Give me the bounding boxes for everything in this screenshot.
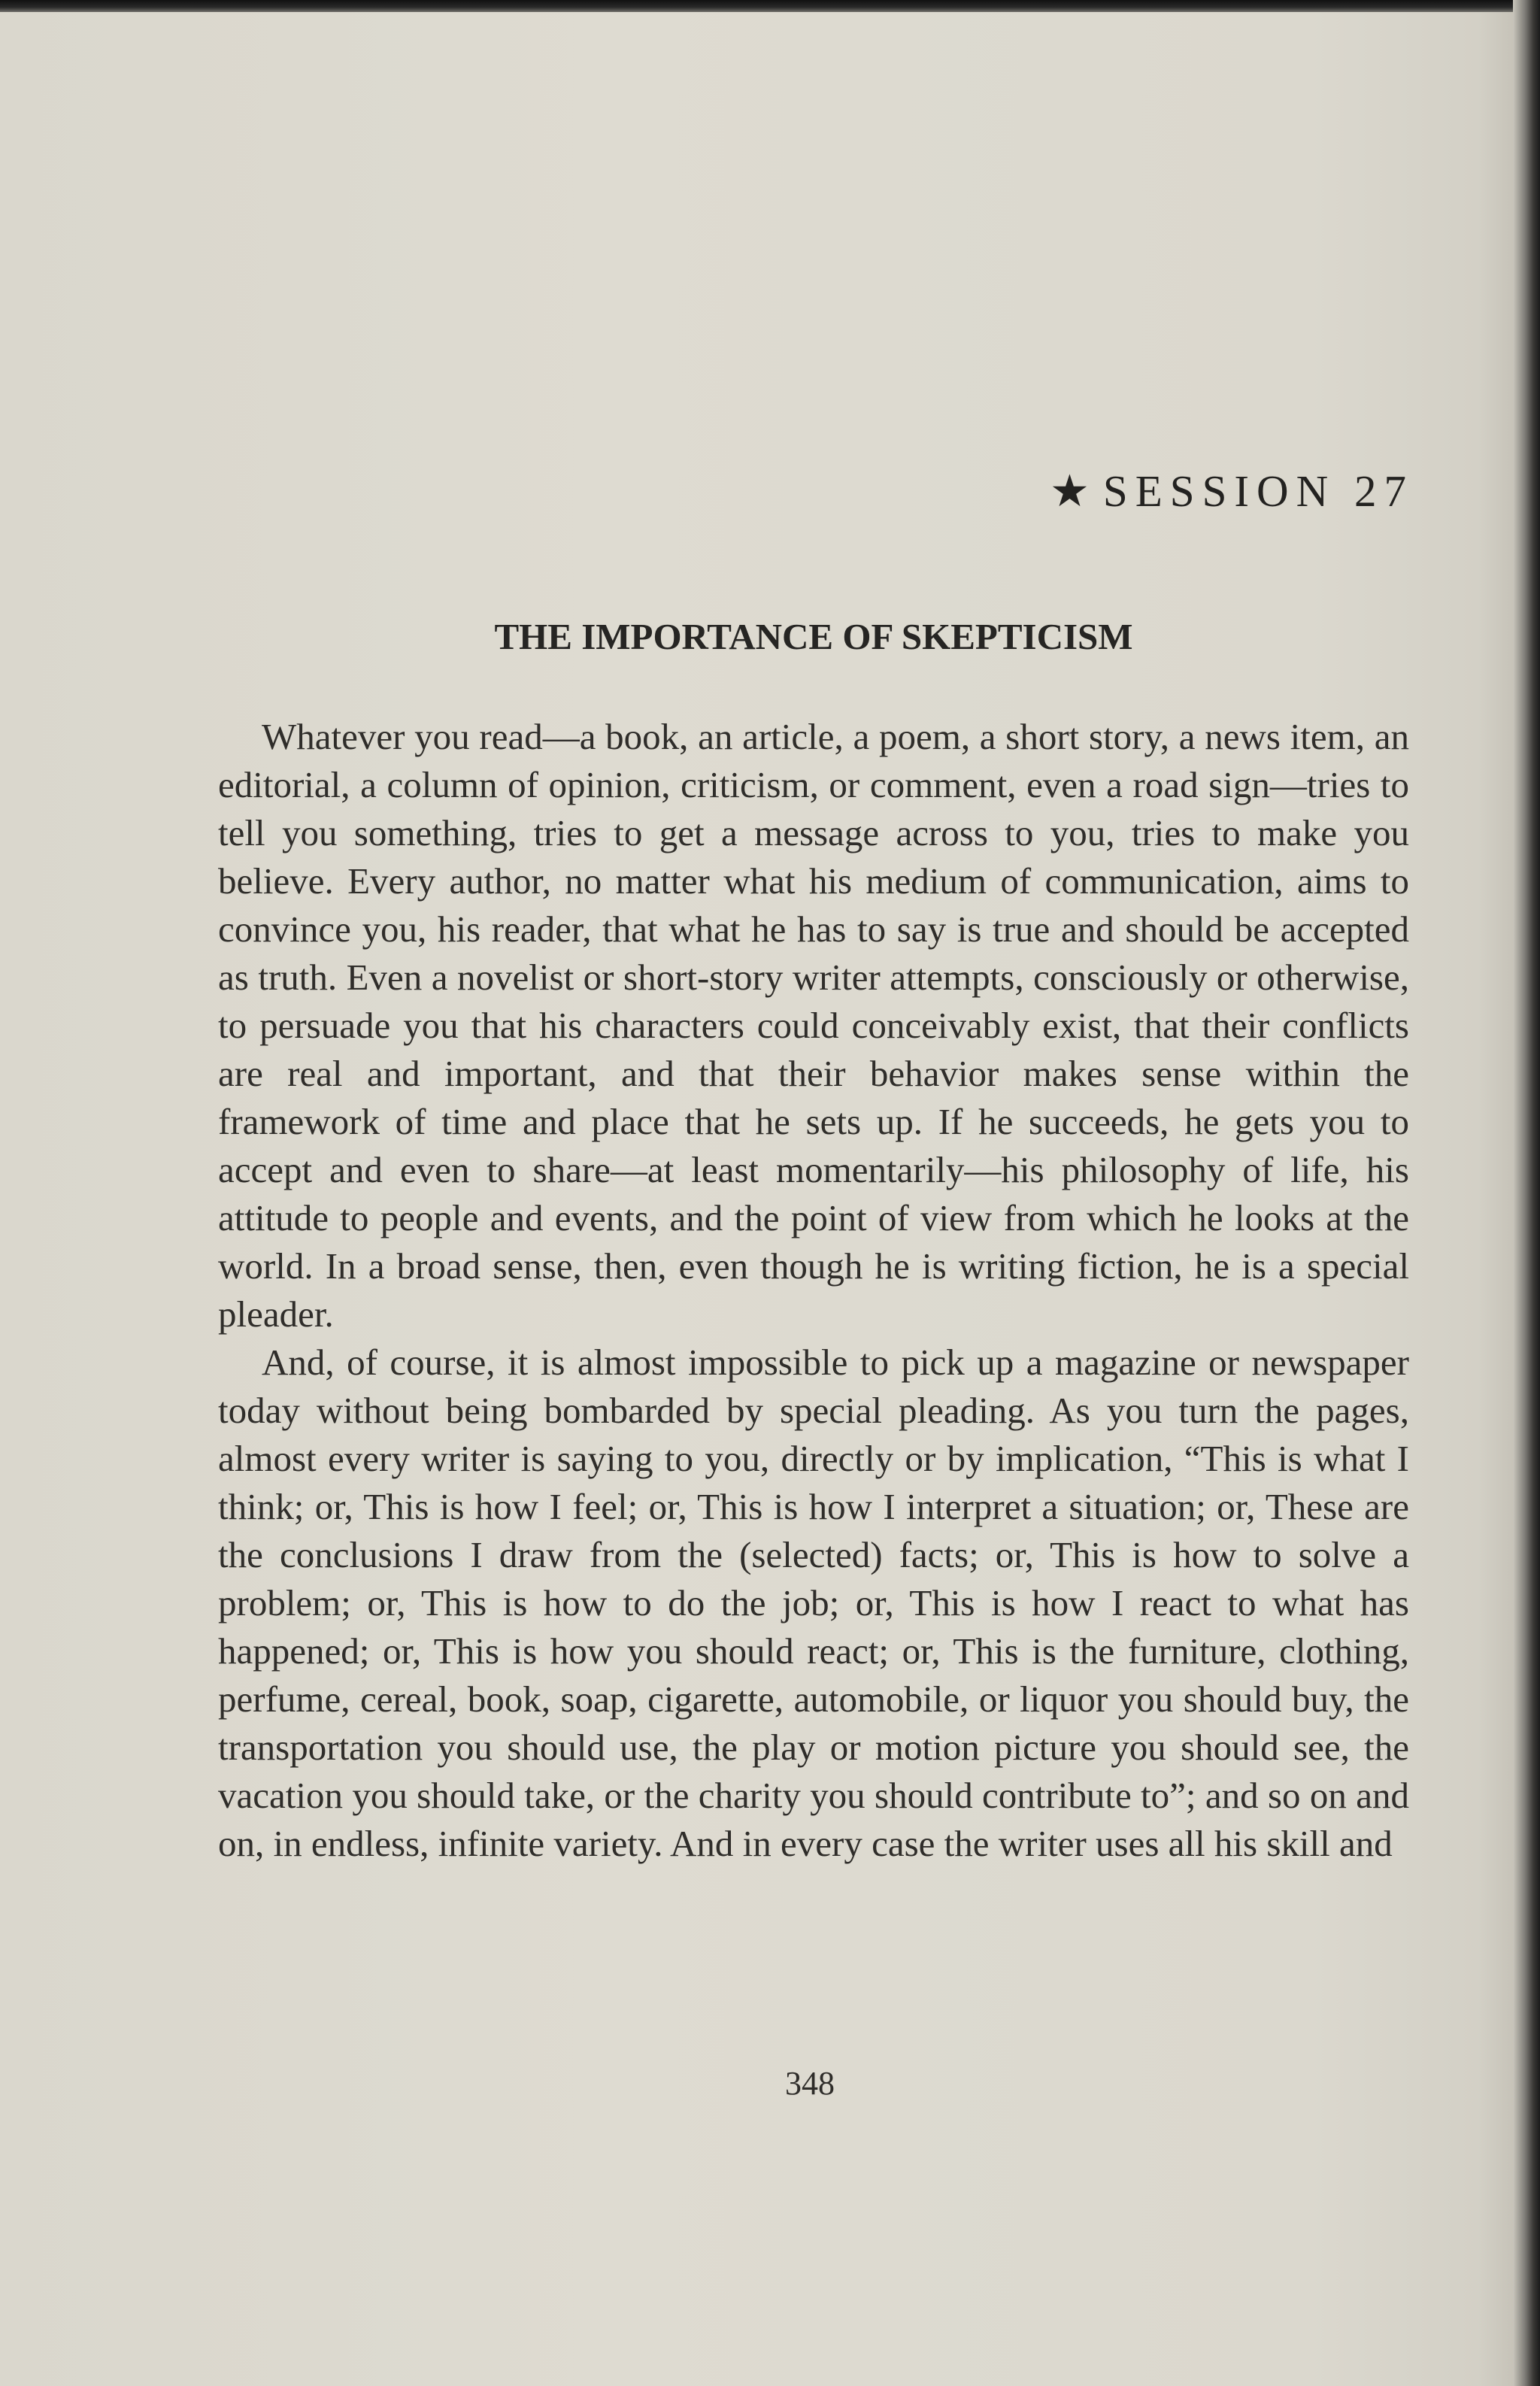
star-icon: ★ xyxy=(1050,466,1090,516)
session-heading xyxy=(1050,465,1414,517)
chapter-title: THE IMPORTANCE OF SKEPTICISM xyxy=(494,616,1133,657)
page-number: 348 xyxy=(785,2065,835,2102)
paragraph: And, of course, it is almost impossible to pick up a magazine or newspaper today without being bombarded by special pleading. As you turn the pages, almost every writer is saying to you, directly or by implication, “This is what I think; or, This is how I feel; or, This is how I interpret a situation; or, These are the conclusions I draw from the (selected) facts; or, This is how to solve a problem; or, This is how to do the job; or, This is how I react to what has happened; or, This is how you should react; or, This is the furniture, clothing, perfume, cereal, book, soap, cigarette, automobile, or liquor you should buy, the transportation you should use, the play or motion picture you should see, the vacation you should take, or the charity you should contribute to”; and so on and on, in endless, infinite variety. And in every case the writer uses all his skill and xyxy=(218,1342,1409,1864)
paragraph: Whatever you read—a book, an article, a poem, a short story, a news item, an editorial, a column of opinion, criticism, or comment, even a road sign—tries to tell you something, tries to get a message across to you, tries to make you believe. Every author, no matter what his medium of communication, aims to convince you, his reader, that what he has to say is true and should be accepted as truth. Even a novelist or short-story writer attempts, consciously or otherwise, to persuade you that his characters could conceivably exist, that their conflicts are real and important, and that their behavior makes sense within the framework of time and place that he sets up. If he succeeds, he gets you to accept and even to share—at least momentarily—his philosophy of life, his attitude to people and events, and the point of view from which he looks at the world. In a broad sense, then, even though he is writing fiction, he is a special pleader. xyxy=(218,716,1409,1335)
scan-top-edge xyxy=(0,0,1540,12)
session-label: SESSION 27 xyxy=(1102,466,1414,516)
body-text xyxy=(218,713,1409,1868)
book-spine-edge xyxy=(1513,0,1540,2386)
